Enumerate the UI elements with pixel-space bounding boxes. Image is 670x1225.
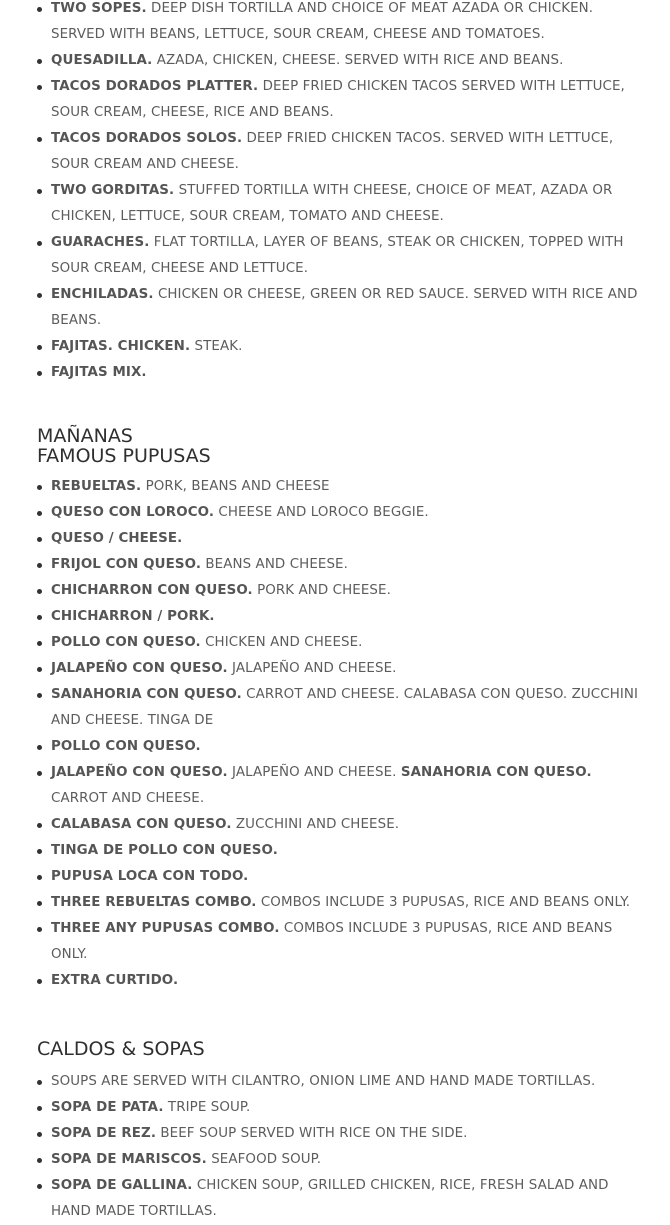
title-line: CALDOS & SOPAS	[37, 1038, 205, 1060]
list-item	[51, 74, 651, 126]
item-name: THREE ANY PUPUSAS COMBO.	[51, 921, 280, 936]
item-name: JALAPEÑO CON QUESO.	[51, 661, 228, 676]
list-item	[51, 1069, 651, 1095]
list-item	[51, 282, 651, 334]
list-item	[51, 1173, 651, 1225]
item-name: POLLO CON QUESO.	[51, 635, 201, 650]
list-item	[51, 230, 651, 282]
item-name: SOPA DE PATA.	[51, 1100, 164, 1115]
item-name: TINGA DE POLLO CON QUESO.	[51, 843, 278, 858]
item-desc: DEEP DISH TORTILLA AND CHOICE OF MEAT AZADA OR CHICKEN. SERVED WITH BEANS, LETTUCE, SOUR CREAM, CHEESE AND TOMATOES.	[51, 1, 594, 42]
item-desc: PORK, BEANS AND CHEESE	[145, 479, 330, 494]
list-item	[51, 682, 651, 734]
item-name-2: SANAHORIA CON QUESO.	[400, 765, 592, 780]
item-desc: STUFFED TORTILLA WITH CHEESE, CHOICE OF MEAT, AZADA OR CHICKEN, LETTUCE, SOUR CREAM, TOMATO AND CHEESE.	[51, 183, 613, 224]
item-desc: FLAT TORTILLA, LAYER OF BEANS, STEAK OR CHICKEN, TOPPED WITH SOUR CREAM, CHEESE AND LETTUCE.	[51, 235, 624, 276]
item-name: REBUELTAS.	[51, 479, 142, 494]
list-item	[51, 48, 651, 74]
list-item	[51, 126, 651, 178]
item-desc: COMBOS INCLUDE 3 PUPUSAS, RICE AND BEANS ONLY.	[260, 895, 631, 910]
list-item	[51, 916, 651, 968]
item-name: EXTRA CURTIDO.	[51, 973, 179, 988]
item-name: POLLO CON QUESO.	[51, 739, 201, 754]
item-name: QUESADILLA.	[51, 53, 153, 68]
list-item	[51, 474, 651, 500]
item-name: QUESO CON LOROCO.	[51, 505, 215, 520]
item-desc: STEAK.	[194, 339, 243, 354]
item-desc: AZADA, CHICKEN, CHEESE. SERVED WITH RICE AND BEANS.	[156, 53, 564, 68]
item-desc: BEANS AND CHEESE.	[205, 557, 348, 572]
list-item	[51, 1147, 651, 1173]
list-item	[51, 890, 651, 916]
list-item	[51, 812, 651, 838]
list-item	[51, 760, 651, 812]
list-item	[51, 0, 651, 48]
list-item	[51, 360, 651, 386]
list-item	[51, 1121, 651, 1147]
item-desc: PORK AND CHEESE.	[257, 583, 391, 598]
item-name: TACOS DORADOS PLATTER.	[51, 79, 259, 94]
item-desc: CARROT AND CHEESE. CALABASA CON QUESO. ZUCCHINI AND CHEESE. TINGA DE	[51, 687, 639, 728]
title-line-1: MAÑANAS	[37, 425, 133, 447]
list-item	[51, 630, 651, 656]
item-desc: CHICKEN AND CHEESE.	[205, 635, 363, 650]
list-item	[51, 656, 651, 682]
item-name: FRIJOL CON QUESO.	[51, 557, 202, 572]
item-name: THREE REBUELTAS COMBO.	[51, 895, 257, 910]
list-item	[51, 604, 651, 630]
item-desc: DEEP FRIED CHICKEN TACOS SERVED WITH LETTUCE, SOUR CREAM, CHEESE, RICE AND BEANS.	[51, 79, 625, 120]
section1-list	[0, 0, 651, 386]
item-desc: SEAFOOD SOUP.	[211, 1152, 322, 1167]
item-name: PUPUSA LOCA CON TODO.	[51, 869, 249, 884]
item-name: CALABASA CON QUESO.	[51, 817, 232, 832]
item-name: CHICHARRON / PORK.	[51, 609, 215, 624]
list-item	[51, 178, 651, 230]
item-desc: BEEF SOUP SERVED WITH RICE ON THE SIDE.	[160, 1126, 468, 1141]
item-name: JALAPEÑO CON QUESO.	[51, 765, 228, 780]
section3-list	[0, 1069, 651, 1225]
section-title-pupusas	[0, 426, 670, 466]
list-item	[51, 864, 651, 890]
list-item	[51, 334, 651, 360]
item-name: SANAHORIA CON QUESO.	[51, 687, 242, 702]
list-item	[51, 500, 651, 526]
item-name: SOPA DE REZ.	[51, 1126, 157, 1141]
list-item	[51, 1095, 651, 1121]
item-desc: CHICKEN OR CHEESE, GREEN OR RED SAUCE. SERVED WITH RICE AND BEANS.	[51, 287, 638, 328]
list-item	[51, 734, 651, 760]
list-item	[51, 552, 651, 578]
item-desc: ZUCCHINI AND CHEESE.	[235, 817, 400, 832]
item-desc: CHEESE AND LOROCO BEGGIE.	[218, 505, 429, 520]
item-desc: SOUPS ARE SERVED WITH CILANTRO, ONION LIME AND HAND MADE TORTILLAS.	[51, 1074, 596, 1089]
list-item	[51, 578, 651, 604]
list-item	[51, 526, 651, 552]
item-name: SOPA DE GALLINA.	[51, 1178, 193, 1193]
item-name: GUARACHES.	[51, 235, 150, 250]
item-name: QUESO / CHEESE.	[51, 531, 183, 546]
list-item	[51, 968, 651, 994]
item-desc: COMBOS INCLUDE 3 PUPUSAS, RICE AND BEANS ONLY.	[51, 921, 613, 962]
item-name: FAJITAS. CHICKEN.	[51, 339, 191, 354]
item-desc-2: CARROT AND CHEESE.	[51, 791, 205, 806]
item-name: TWO GORDITAS.	[51, 183, 175, 198]
item-name: CHICHARRON CON QUESO.	[51, 583, 253, 598]
item-name: TACOS DORADOS SOLOS.	[51, 131, 243, 146]
section-title-caldos	[0, 1039, 670, 1059]
item-name: ENCHILADAS.	[51, 287, 154, 302]
item-desc: CHICKEN SOUP, GRILLED CHICKEN, RICE, FRESH SALAD AND HAND MADE TORTILLAS.	[51, 1178, 609, 1219]
item-name: TWO SOPES.	[51, 1, 147, 16]
item-name: SOPA DE MARISCOS.	[51, 1152, 207, 1167]
list-item	[51, 838, 651, 864]
item-name: FAJITAS MIX.	[51, 365, 147, 380]
section2-list	[0, 474, 651, 994]
title-line-2: FAMOUS PUPUSAS	[37, 445, 211, 467]
item-desc: JALAPEÑO AND CHEESE.	[232, 661, 397, 676]
item-desc: DEEP FRIED CHICKEN TACOS. SERVED WITH LETTUCE, SOUR CREAM AND CHEESE.	[51, 131, 614, 172]
item-desc: JALAPEÑO AND CHEESE.	[232, 765, 397, 780]
item-desc: TRIPE SOUP.	[167, 1100, 251, 1115]
